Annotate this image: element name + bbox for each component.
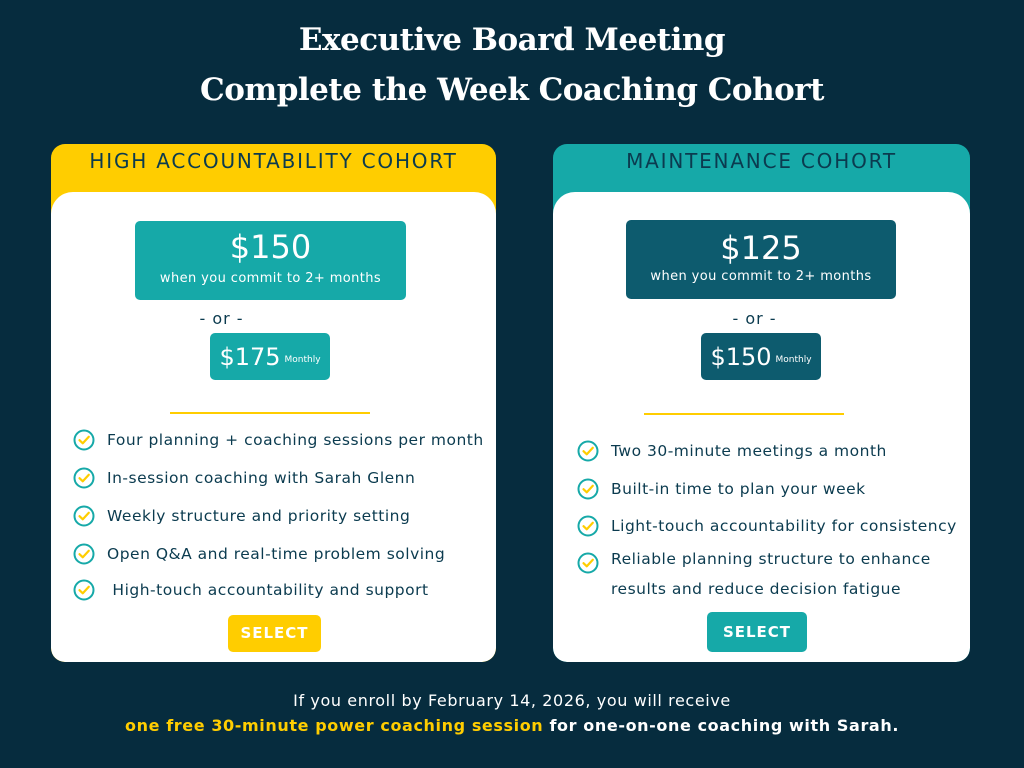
commit-price-note: when you commit to 2+ months	[159, 271, 382, 286]
check-circle-icon	[73, 429, 95, 451]
select-button[interactable]: SELECT	[707, 612, 807, 652]
commit-price-note: when you commit to 2+ months	[650, 269, 872, 284]
monthly-price-box	[701, 333, 821, 380]
enroll-note: If you enroll by February 14, 2026, you will receive	[293, 691, 731, 710]
monthly-price-box	[210, 333, 330, 380]
or-label: - or -	[199, 309, 244, 328]
commit-price-box	[135, 221, 406, 300]
commit-price: $125	[720, 229, 802, 267]
check-circle-icon	[73, 543, 95, 565]
feature-item	[577, 440, 887, 462]
select-button[interactable]: SELECT	[228, 615, 321, 652]
feature-text: Reliable planning structure to enhance results and reduce decision fatigue	[611, 550, 931, 598]
card-heading: MAINTENANCE COHORT	[626, 149, 897, 173]
or-label: - or -	[732, 309, 777, 328]
feature-text: Four planning + coaching sessions per month	[107, 431, 484, 449]
divider	[644, 413, 844, 415]
feature-text: Built-in time to plan your week	[611, 480, 866, 498]
check-circle-icon	[577, 478, 599, 500]
feature-item	[73, 579, 429, 601]
commit-price-box	[626, 220, 896, 299]
monthly-price: $175	[219, 342, 281, 371]
check-circle-icon	[73, 505, 95, 527]
commit-price: $150	[229, 228, 312, 266]
feature-item	[577, 515, 957, 537]
monthly-price-note: Monthly	[775, 354, 812, 365]
divider	[170, 412, 370, 414]
feature-text: Two 30-minute meetings a month	[611, 442, 887, 460]
check-circle-icon	[73, 467, 95, 489]
feature-text: In-session coaching with Sarah Glenn	[107, 469, 416, 487]
card-body	[553, 192, 970, 662]
card-body	[51, 192, 496, 662]
monthly-price-note: Monthly	[284, 354, 321, 365]
maintenance-card	[553, 144, 970, 662]
feature-text: Open Q&A and real-time problem solving	[107, 545, 446, 563]
check-circle-icon	[577, 515, 599, 537]
feature-item	[73, 467, 415, 489]
feature-item	[577, 478, 866, 500]
feature-item	[73, 505, 410, 527]
check-circle-icon	[73, 579, 95, 601]
feature-item	[73, 543, 445, 565]
bonus-highlight: one free 30-minute power coaching session	[124, 716, 544, 735]
card-heading: HIGH ACCOUNTABILITY COHORT	[89, 149, 458, 173]
feature-text: High-touch accountability and support	[107, 581, 429, 599]
bonus-rest: for one-on-one coaching with Sarah.	[543, 716, 899, 735]
page-subtitle: Complete the Week Coaching Cohort	[200, 72, 824, 108]
feature-item	[577, 544, 962, 604]
check-circle-icon	[577, 552, 599, 574]
monthly-price: $150	[710, 342, 772, 371]
page-title: Executive Board Meeting	[298, 22, 726, 58]
high-accountability-card	[51, 144, 496, 662]
feature-item	[73, 429, 484, 451]
feature-text: Weekly structure and priority setting	[107, 507, 411, 525]
feature-text: Light-touch accountability for consistency	[611, 517, 957, 535]
check-circle-icon	[577, 440, 599, 462]
bonus-offer	[0, 716, 1024, 735]
